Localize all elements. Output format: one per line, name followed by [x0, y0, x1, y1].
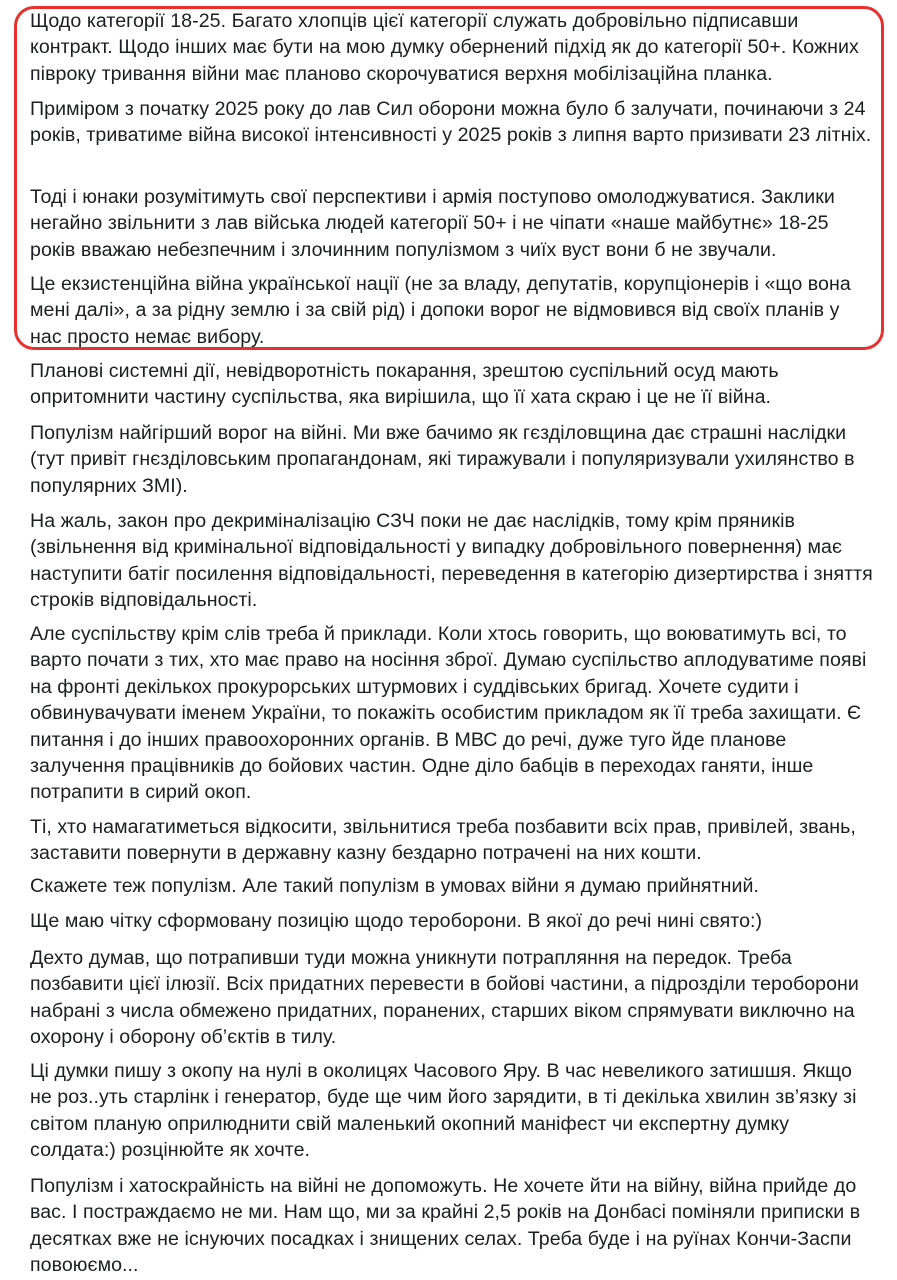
paragraph-6: Скажете теж популізм. Але такий популізм в умовах війни я думаю прийнятний. — [30, 875, 759, 897]
highlighted-paragraph-2: Приміром з початку 2025 року до лав Сил оборони можна було б залучати, починаючи з 24 років, триватиме війна високої інтенсивності у 2025 років з липня варто призивати 23 літніх. — [30, 98, 872, 147]
highlighted-paragraph-4: Це екзистенційна війна української нації (не за владу, депутатів, корупціонерів і «що вона мені далі», а за рідну землю і за свій рід) і допоки ворог не відмовився від своїх планів у нас просто немає вибору. — [30, 273, 851, 348]
paragraph-9: Ці думки пишу з окопу на нулі в околицях Часового Яру. В час невеликого затишшя. Якщо не роз..уть старлінк і генератор, буде ще чим його зарядити, в ті декілька хвилин зв’язку зі світом планую оприлюднити свій маленький окопний маніфест чи експертну думку солдата:) розцінюйте як хочте. — [30, 1060, 857, 1162]
paragraph-7: Ще маю чітку сформовану позицію щодо тероборони. В якої до речі нині свято:) — [30, 910, 763, 932]
highlighted-paragraph-1: Щодо категорії 18-25. Багато хлопців цієї категорії служать добровільно підписавши контракт. Щодо інших має бути на мою думку обернений підхід як до категорії 50+. Кожних півроку тривання війни має планово скорочуватися верхня мобілізаційна планка. — [30, 10, 859, 85]
paragraph-4: Але суспільству крім слів треба й приклади. Коли хтось говорить, що воюватимуть всі, то варто почати з тих, хто має право на носіння зброї. Думаю суспільство аплодуватиме появі на фронті декількох прокурорських штурмових і суддівських бригад. Хочете судити і обвинувачувати іменем України, то покажіть особистим прикладом як її треба захищати. Є питання і до інших правоохоронних органів. В МВС до речі, дуже туго йде планове залучення працівників до бойових частин. Одне діло бабців в переходах ганяти, інше потрапити в сирий окоп. — [30, 623, 867, 804]
paragraph-5: Ті, хто намагатиметься відкосити, звільнитися треба позбавити всіх прав, привілей, звань, заставити повернути в державну казну бездарно потрачені на них кошти. — [30, 816, 856, 865]
paragraph-8: Дехто думав, що потрапивши туди можна уникнути потрапляння на передок. Треба позбавити цієї ілюзії. Всіх придатних перевести в бойові частини, а підрозділи тероборони набрані з числа обмежено придатних, поранених, старших віком спрямувати виключно на охорону і оборону об’єктів в тилу. — [30, 947, 859, 1049]
paragraph-2: Популізм найгірший ворог на війні. Ми вже бачимо як гєзділовщина дає страшні наслідки (тут привіт гнєзділовським пропагандонам, які тиражували і популяризували ухилянство в популярних ЗМІ). — [30, 422, 855, 497]
paragraph-10: Популізм і хатоскрайність на війні не допоможуть. Не хочете йти на війну, війна прийде до вас. І постраждаємо не ми. Нам що, ми за крайні 2,5 років на Донбасі поміняли приписки в десятках вже не існуючих посадках і знищених селах. Треба буде і на руїнах Кончи-Заспи повоюємо... — [30, 1175, 861, 1277]
paragraph-1: Планові системні дії, невідворотність покарання, зрештою суспільний осуд мають опритомнити частину суспільства, яка вирішила, що її хата скраю і це не її війна. — [30, 360, 779, 409]
highlighted-paragraph-3: Тоді і юнаки розумітимуть свої перспективи і армія поступово омолоджуватися. Заклики негайно звільнити з лав війська людей категорії 50+ і не чіпати «наше майбутнє» 18-25 років вважаю небезпечним і злочинним популізмом з чиїх вуст вони б не звучали. — [30, 186, 835, 261]
paragraph-3: На жаль, закон про декриміналізацію СЗЧ поки не дає наслідків, тому крім пряників (звільнення від кримінальної відповідальності у випадку добровільного повернення) має наступити батіг посилення відповідальності, переведення в категорію дизертирства і зняття строків відповідальності. — [30, 510, 873, 612]
